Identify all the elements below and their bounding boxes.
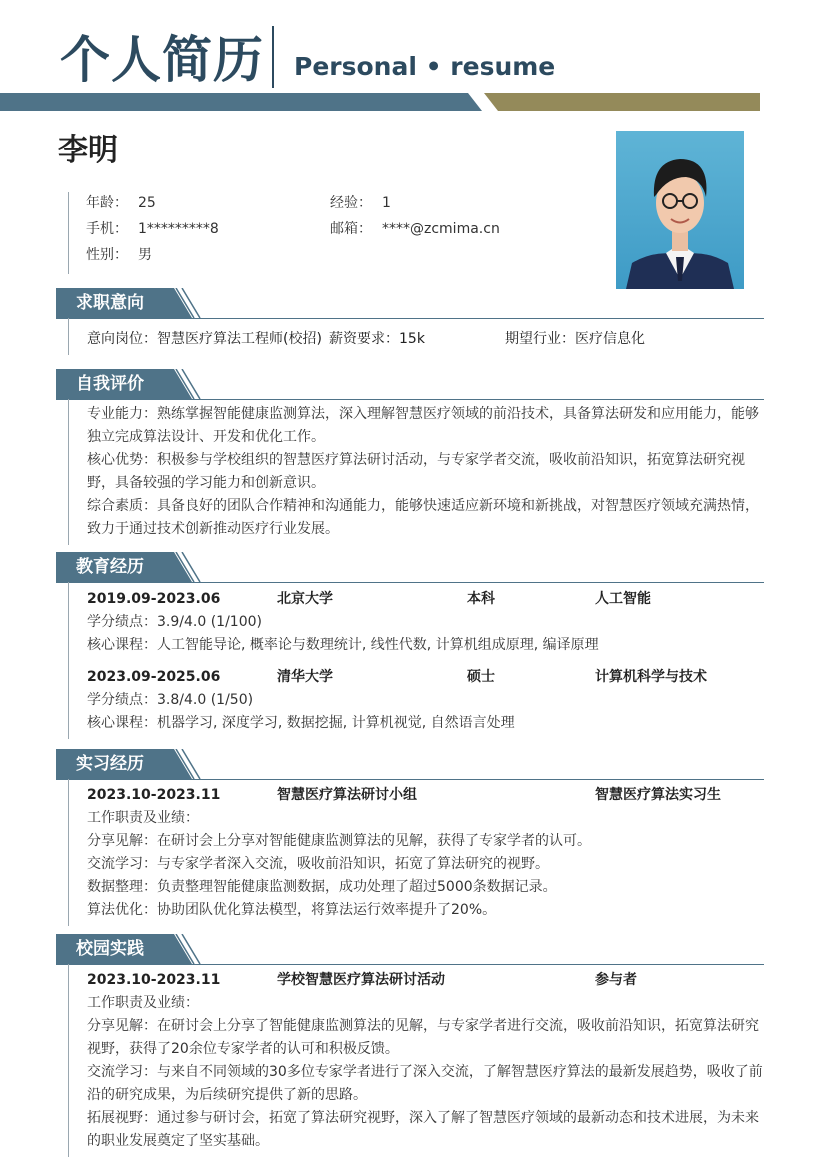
age-field: 年龄： 25: [86, 195, 156, 211]
section-title: 求职意向: [56, 288, 158, 318]
edu-gpa: 学分绩点：3.8/4.0 (1/50): [87, 692, 254, 708]
basic-info-border: [68, 192, 69, 274]
intern-period: 2023.10-2023.11: [87, 787, 221, 803]
section-title: 自我评价: [56, 369, 158, 399]
section-header: [56, 369, 764, 399]
campus-org: 学校智慧医疗算法研讨活动: [277, 972, 445, 988]
edu-degree: 硕士: [467, 669, 495, 685]
self-eval-line: 核心优势：积极参与学校组织的智慧医疗算法研讨活动，与专家学者交流，吸收前沿知识，拓宽算法研究视野，具备较强的学习能力和创新意识。: [87, 452, 745, 491]
section-header: [56, 749, 764, 779]
internship-section: [56, 749, 764, 926]
edu-school: 北京大学: [277, 591, 333, 607]
section-stripes-icon: [156, 552, 206, 582]
gender-field: 性别： 男: [86, 247, 152, 263]
gender-value: 男: [138, 247, 152, 263]
section-title: 实习经历: [56, 749, 158, 779]
intern-line: 工作职责及业绩：: [87, 810, 199, 826]
edu-major: 计算机科学与技术: [595, 669, 707, 685]
campus-practice-section: [56, 934, 764, 1157]
education-section: [56, 552, 764, 739]
section-stripes-icon: [156, 934, 206, 964]
campus-line: 分享见解：在研讨会上分享了智能健康监测算法的见解，与专家学者进行交流，吸收前沿知识，拓宽算法研究视野，获得了20余位专家学者的认可和积极反馈。: [87, 1018, 759, 1057]
campus-period: 2023.10-2023.11: [87, 972, 221, 988]
intent-position: 意向岗位：智慧医疗算法工程师(校招): [87, 331, 322, 347]
resume-title-en: Personal • resume: [294, 52, 556, 81]
job-intent-section: [56, 288, 764, 355]
edu-degree: 本科: [467, 591, 495, 607]
intern-org: 智慧医疗算法研讨小组: [277, 787, 417, 803]
section-stripes-icon: [156, 288, 206, 318]
edu-courses: 核心课程：人工智能导论, 概率论与数理统计, 线性代数, 计算机组成原理, 编译原理: [87, 637, 599, 653]
intern-line: 算法优化：协助团队优化算法模型，将算法运行效率提升了20%。: [87, 902, 497, 918]
campus-line: 工作职责及业绩：: [87, 995, 199, 1011]
education-entry-header: [87, 587, 764, 611]
edu-courses: 核心课程：机器学习, 深度学习, 数据挖掘, 计算机视觉, 自然语言处理: [87, 715, 515, 731]
section-stripes-icon: [156, 369, 206, 399]
self-eval-line: 综合素质：具备良好的团队合作精神和沟通能力，能够快速适应新环境和新挑战，对智慧医疗领域充满热情，致力于通过技术创新推动医疗行业发展。: [87, 498, 759, 537]
phone-field: 手机： 1*********8: [86, 221, 219, 237]
profile-photo: [616, 131, 744, 289]
edu-school: 清华大学: [277, 669, 333, 685]
experience-value: 1: [382, 195, 391, 211]
section-header: [56, 934, 764, 964]
age-value: 25: [138, 195, 156, 211]
campus-line: 拓展视野：通过参与研讨会，拓宽了算法研究视野，深入了解了智慧医疗领域的最新动态和技术进展，为未来的职业发展奠定了坚实基础。: [87, 1110, 759, 1149]
title-divider: [272, 26, 274, 88]
self-eval-line: 专业能力：熟练掌握智能健康监测算法，深入理解智慧医疗领域的前沿技术，具备算法研发和应用能力，能够独立完成算法设计、开发和优化工作。: [87, 406, 759, 445]
email-field: 邮箱： ****@zcmima.cn: [330, 221, 500, 237]
edu-gpa: 学分绩点：3.9/4.0 (1/100): [87, 614, 262, 630]
edu-period: 2023.09-2025.06: [87, 669, 221, 685]
education-entry-header: [87, 665, 764, 689]
section-header: [56, 288, 764, 318]
intent-salary: 薪资要求：15k: [329, 331, 425, 347]
section-stripes-icon: [156, 749, 206, 779]
self-evaluation-section: [56, 369, 764, 545]
edu-period: 2019.09-2023.06: [87, 591, 221, 607]
edu-major: 人工智能: [595, 591, 651, 607]
header-color-band: [0, 93, 820, 113]
section-title: 校园实践: [56, 934, 158, 964]
intern-line: 数据整理：负责整理智能健康监测数据，成功处理了超过5000条数据记录。: [87, 879, 557, 895]
experience-field: 经验： 1: [330, 195, 391, 211]
intern-line: 交流学习：与专家学者深入交流，吸收前沿知识，拓宽了算法研究的视野。: [87, 856, 549, 872]
candidate-name: 李明: [58, 133, 118, 168]
intent-industry: 期望行业：医疗信息化: [505, 331, 645, 347]
campus-entry-header: [87, 968, 764, 992]
intern-line: 分享见解：在研讨会上分享对智能健康监测算法的见解，获得了专家学者的认可。: [87, 833, 591, 849]
campus-line: 交流学习：与来自不同领域的30多位专家学者进行了深入交流，了解智慧医疗算法的最新发展趋势，吸收了前沿的研究成果，为后续研究提供了新的思路。: [87, 1064, 763, 1103]
internship-entry-header: [87, 783, 764, 807]
section-header: [56, 552, 764, 582]
intern-role: 智慧医疗算法实习生: [595, 787, 721, 803]
email-value: ****@zcmima.cn: [382, 221, 500, 237]
phone-value: 1*********8: [138, 221, 219, 237]
resume-title-cn: 个人简历: [60, 31, 264, 89]
campus-role: 参与者: [595, 972, 637, 988]
section-title: 教育经历: [56, 552, 158, 582]
